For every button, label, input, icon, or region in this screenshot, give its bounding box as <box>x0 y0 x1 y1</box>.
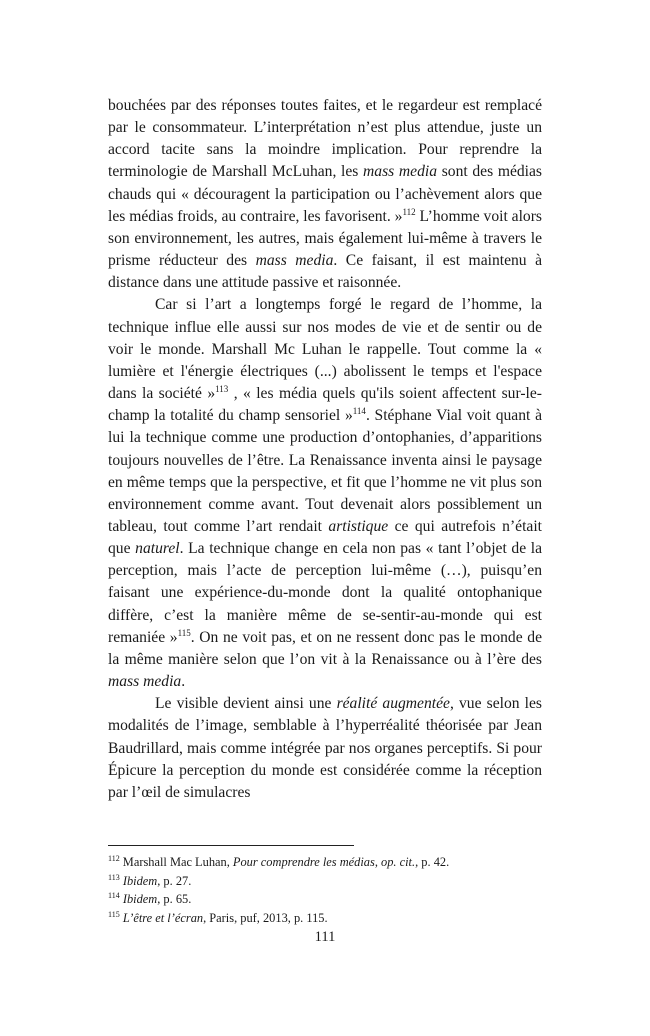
paragraph: Le visible devient ainsi une réalité augmentée, vue selon les modalités de l’image, semblable à l’hyperréalité théorisée par Jean Baudrillard, mais comme intégrée par nos organes perceptifs. Si pour Épicure la perception du monde est considérée comme la réception par l’œil de simulacres <box>108 695 542 801</box>
page-number: 111 <box>314 929 336 945</box>
footnote-115: $^{115}$ L’être et l’écran, Paris, puf, 2013, p. 115. <box>108 909 328 925</box>
footnote-ref: 113 <box>108 872 120 882</box>
footnote-114: $^{114}$ Ibidem, p. 65. <box>108 890 192 906</box>
footnote-ref: 114 <box>352 406 366 416</box>
italic-run: mass media <box>363 163 438 181</box>
footnote-ref: 113 <box>215 383 229 394</box>
italic-run: Ibidem <box>122 873 158 888</box>
paragraph: bouchées par des réponses toutes faites, et le regardeur est remplacé par le consommateur. L’interprétation n’est plus attendue, juste un accord tacite sans la moindre implication. Pour reprendre la terminologie de Marshall McLuhan, les mass media sont des médias chauds qui « découragent la participation ou l’achèvement alors que les médias froids, au contraire, les favorisent. »$^{112}$ L’homme voit alors son environnement, les autres, mais également lui-même à travers le prisme réducteur des mass media. Ce faisant, il est maintenu à distance dans une attitude passive et raisonnée. <box>108 97 543 292</box>
italic-run: réalité augmentée <box>336 695 450 713</box>
italic-run: mass media <box>108 673 182 691</box>
footnote-ref: 112 <box>402 206 416 217</box>
footnote-divider <box>108 845 354 846</box>
italic-run: L’être et l’écran <box>122 910 204 925</box>
footnote-ref: 115 <box>177 627 191 638</box>
italic-run: Pour comprendre les médias <box>232 855 375 869</box>
body-text <box>108 95 542 804</box>
footnotes <box>108 853 542 927</box>
italic-run: Ibidem <box>122 892 158 906</box>
footnote-ref: 112 <box>108 853 120 863</box>
footnote-112: $^{112}$ Marshall Mac Luhan, Pour comprendre les médias, op. cit., p. 42. <box>108 853 450 869</box>
footnote-ref: 114 <box>108 890 120 900</box>
italic-run: op. cit. <box>381 855 416 869</box>
italic-run: artistique <box>328 517 389 535</box>
footnote-113: $^{113}$ Ibidem, p. 27. <box>108 872 192 888</box>
paragraph: Car si l’art a longtemps forgé le regard de l’homme, la technique influe elle aussi sur nos modes de vie et de sentir ou de voir le monde. Marshall Mc Luhan le rappelle. Tout comme la « lumière et l'énergie électriques (...) abolissent le temps et l'espace dans la société »$^{113}$ , « les média quels qu'ils soient affectent sur-le-champ la totalité du champ sensoriel »$^{114}$. Stéphane Vial voit quant à lui la technique comme une production d’ontophanies, d’apparitions toujours nouvelles de l’être. La Renaissance inventa ainsi le paysage en même temps que la perspective, et fit que l’homme ne vit plus son environnement comme avant. Tout devenait alors possiblement un tableau, tout comme l’art rendait artistique ce qui autrefois n’était que naturel. La technique change en cela non pas « tant l’objet de la perception, mais l’acte de perception lui-même (…), puisqu’en faisant une expérience-du-monde dont la qualité ontophanique diffère, c’est la manière même de se-sentir-au-monde qui est remaniée »$^{115}$. On ne voit pas, et on ne ressent donc pas le monde de la même manière selon que l’on vit à la Renaissance ou à l’ère des mass media. <box>108 296 542 691</box>
italic-run: naturel <box>135 540 180 558</box>
italic-run: mass media <box>255 252 334 270</box>
footnote-ref: 115 <box>108 909 120 919</box>
